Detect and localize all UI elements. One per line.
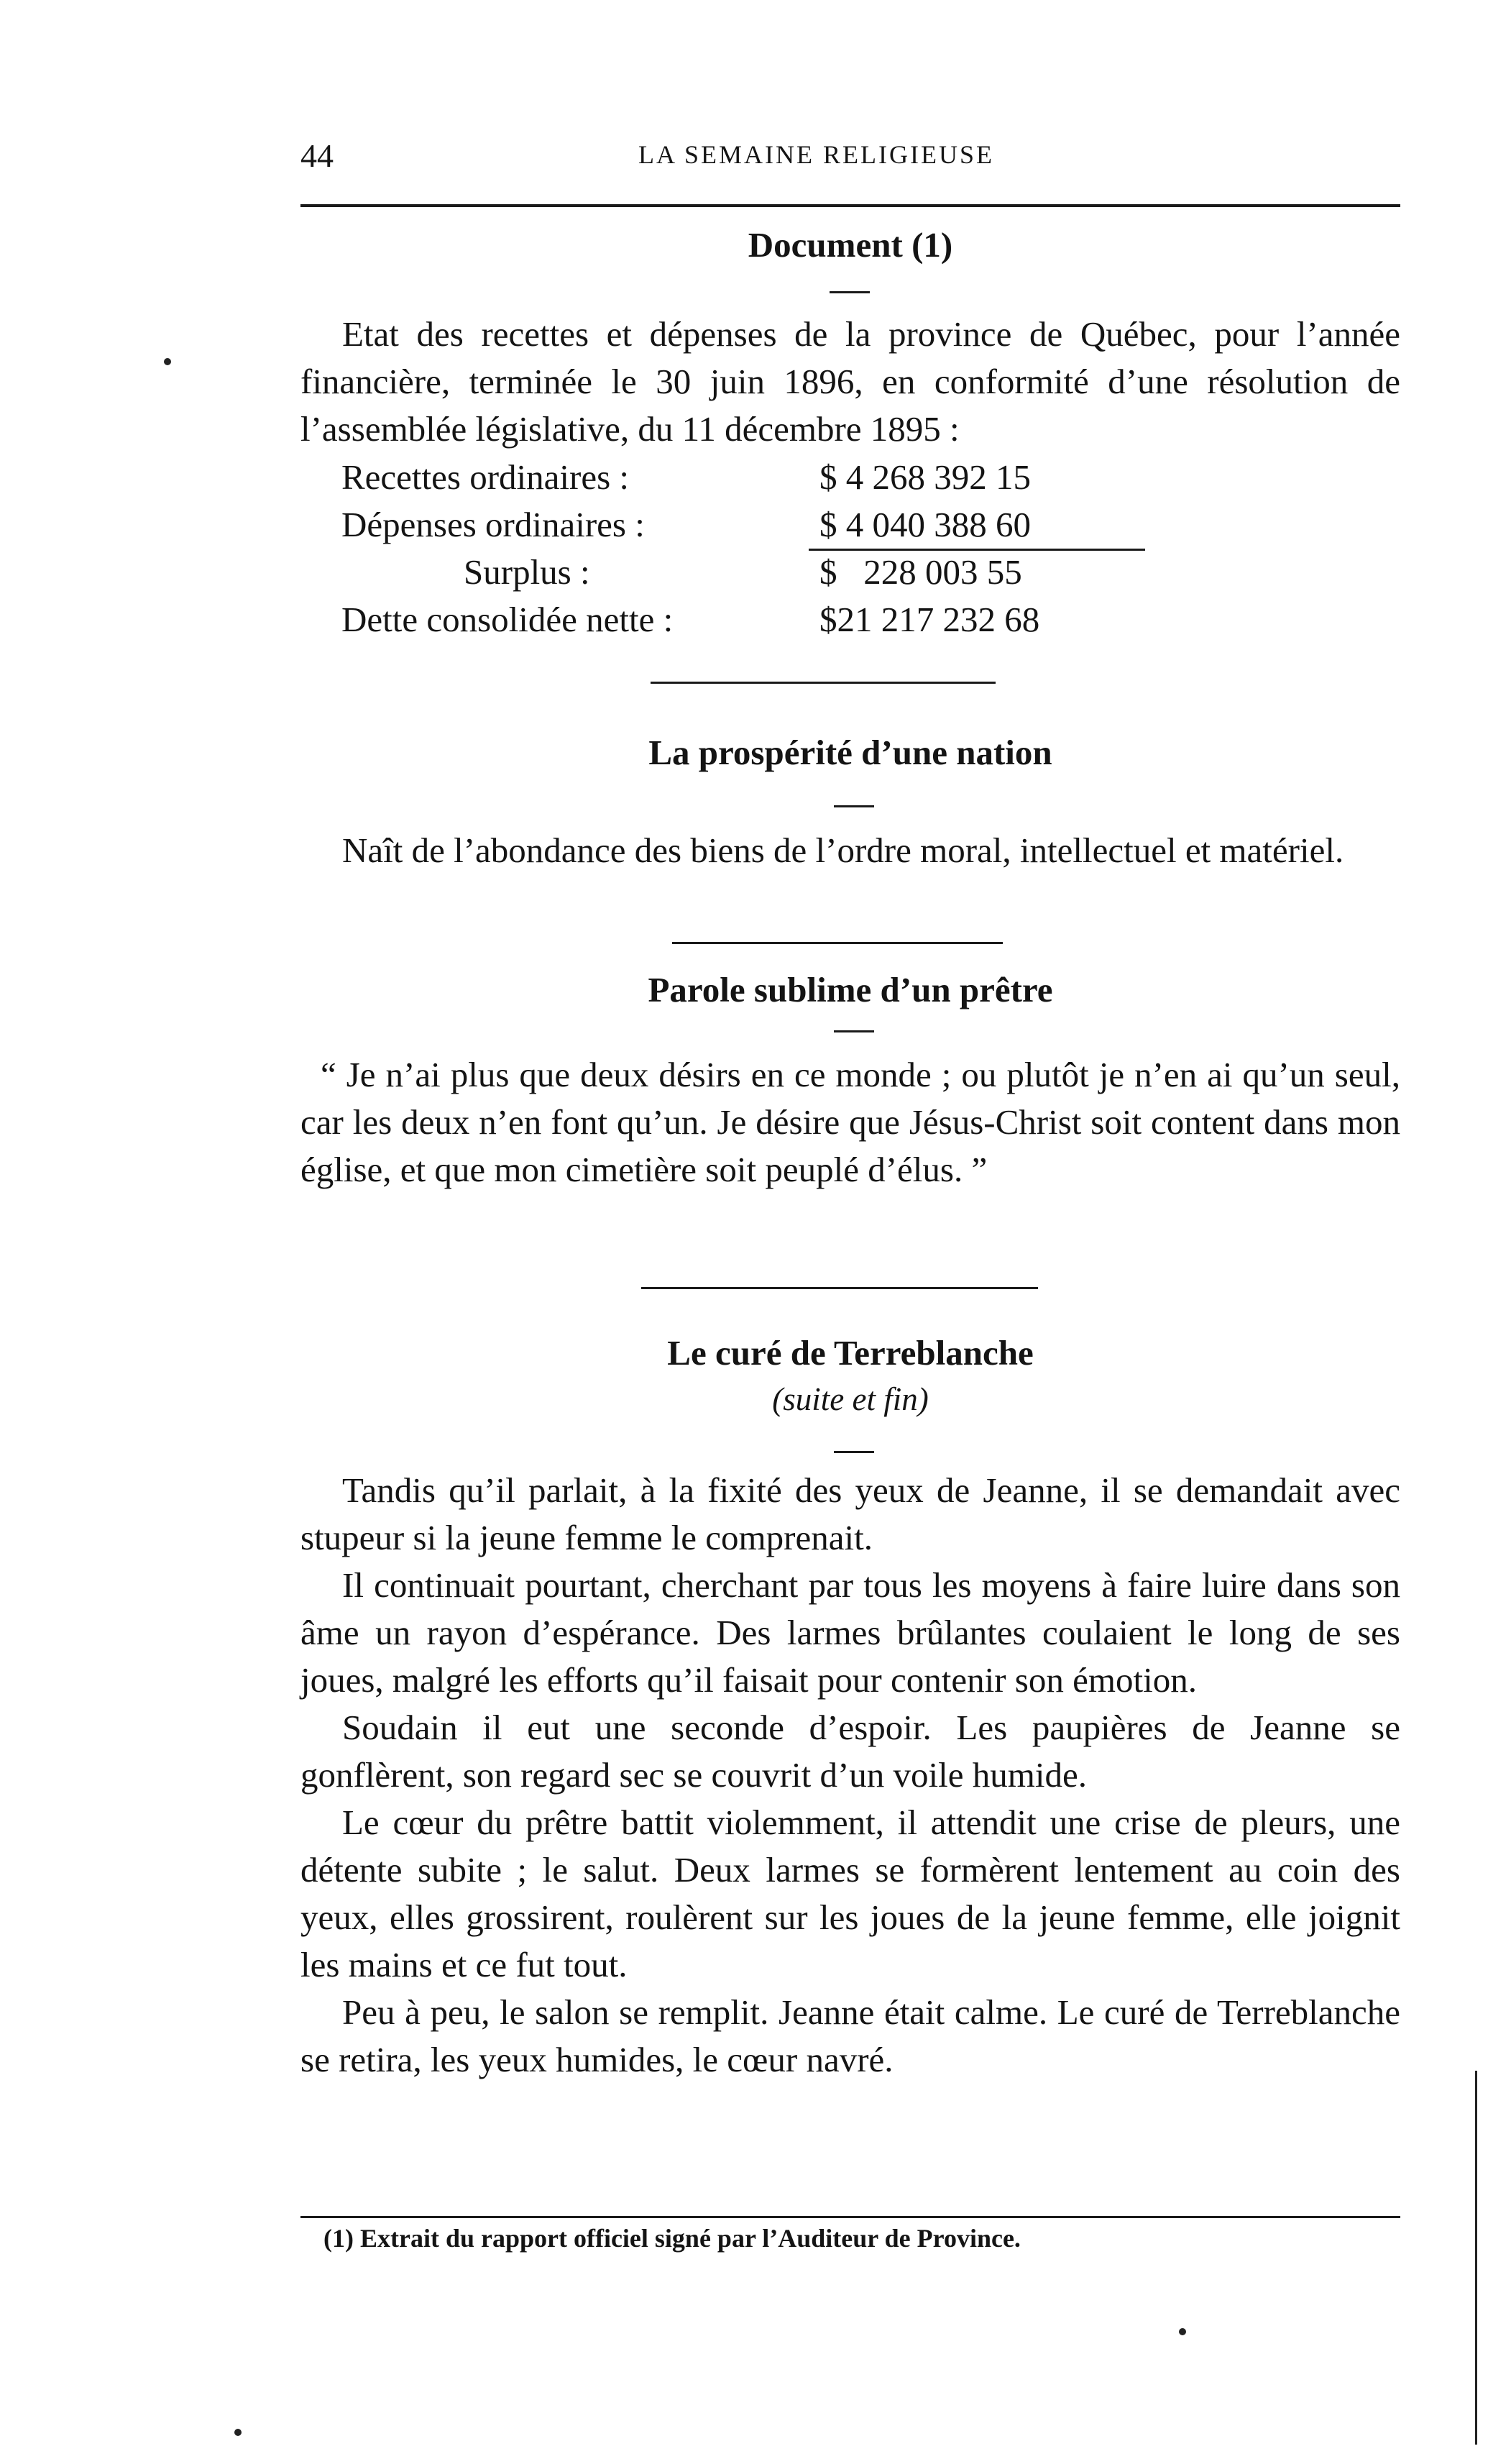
- prosperity-text: Naît de l’abondance des biens de l’ordre moral, intellectuel et matériel.: [342, 830, 1344, 870]
- row-value: $21 217 232 68: [819, 600, 1040, 639]
- document-intro-text: Etat des recettes et dépenses de la province de Québec, pour l’année financière, terminée le 30 juin 1896, en conformité d’une résolution de l’assemblée législative, du 11 décembre 1895 :: [300, 314, 1400, 449]
- row-label: Recettes ordinaires :: [341, 457, 630, 497]
- scan-speck: [164, 358, 171, 365]
- cure-subtitle: (suite et fin): [772, 1381, 929, 1417]
- section-divider: [672, 942, 1003, 944]
- heading-dash: [834, 805, 874, 807]
- table-row: [341, 457, 1139, 504]
- heading-dash: [834, 1030, 874, 1032]
- row-value: $ 4 040 388 60: [819, 505, 1031, 544]
- financial-table: [341, 457, 1139, 646]
- scan-edge-line: [1475, 2071, 1477, 2445]
- footnote-rule: [300, 2216, 1400, 2218]
- header-rule: [300, 204, 1400, 207]
- section-divider: [641, 1287, 1038, 1289]
- row-value: $ 228 003 55: [819, 552, 1022, 592]
- priest-body: [300, 1051, 1400, 1194]
- heading-dash: [834, 1451, 874, 1453]
- paragraph: Le cœur du prêtre battit violemment, il attendit une crise de pleurs, une détente subite ; le salut. Deux larmes se formèrent lentement au coin des yeux, elles grossirent, roulèrent sur les joues de la jeune femme, elle joignit les mains et ce fut tout.: [300, 1803, 1400, 1984]
- cure-body: [300, 1467, 1400, 2084]
- heading-dash: [830, 291, 870, 293]
- cure-heading: Le curé de Terreblanche: [667, 1333, 1034, 1373]
- paragraph: Soudain il eut une seconde d’espoir. Les paupières de Jeanne se gonflèrent, son regard sec se couvrit d’un voile humide.: [300, 1708, 1400, 1795]
- page-number: 44: [300, 137, 334, 174]
- table-row: [341, 551, 1139, 599]
- row-value: $ 4 268 392 15: [819, 457, 1031, 497]
- priest-quote: “ Je n’ai plus que deux désirs en ce monde ; ou plutôt je n’en ai qu’un seul, car les deux n’en font qu’un. Je désire que Jésus-Christ soit content dans mon église, et que mon cimetière soit peuplé d’élus. ”: [300, 1055, 1400, 1189]
- row-label: Surplus :: [464, 552, 590, 592]
- document-heading: Document (1): [748, 225, 953, 265]
- table-row: [341, 599, 1139, 646]
- row-label: Dette consolidée nette :: [341, 600, 674, 639]
- row-label: Dépenses ordinaires :: [341, 505, 645, 544]
- priest-heading: Parole sublime d’un prêtre: [648, 970, 1053, 1009]
- paragraph: Tandis qu’il parlait, à la fixité des yeux de Jeanne, il se demandait avec stupeur si la jeune femme le comprenait.: [300, 1470, 1400, 1557]
- prosperity-heading: La prospérité d’une nation: [648, 733, 1052, 772]
- running-title: LA SEMAINE RELIGIEUSE: [638, 140, 994, 169]
- document-intro: [300, 311, 1400, 453]
- section-divider: [651, 682, 996, 684]
- paragraph: Peu à peu, le salon se remplit. Jeanne était calme. Le curé de Terreblanche se retira, les yeux humides, le cœur navré.: [300, 1992, 1400, 2079]
- scan-speck: [1179, 2328, 1186, 2335]
- sum-rule: [809, 549, 1145, 551]
- scan-speck: [234, 2429, 242, 2436]
- running-head: [300, 137, 1400, 180]
- paragraph: Il continuait pourtant, cherchant par tous les moyens à faire luire dans son âme un rayon d’espérance. Des larmes brûlantes coulaient le long de ses joues, malgré les efforts qu’il faisait pour contenir son émotion.: [300, 1565, 1400, 1700]
- table-row: [341, 504, 1139, 551]
- footnote: (1) Extrait du rapport officiel signé par l’Auditeur de Province.: [323, 2224, 1021, 2253]
- prosperity-body: [300, 827, 1400, 874]
